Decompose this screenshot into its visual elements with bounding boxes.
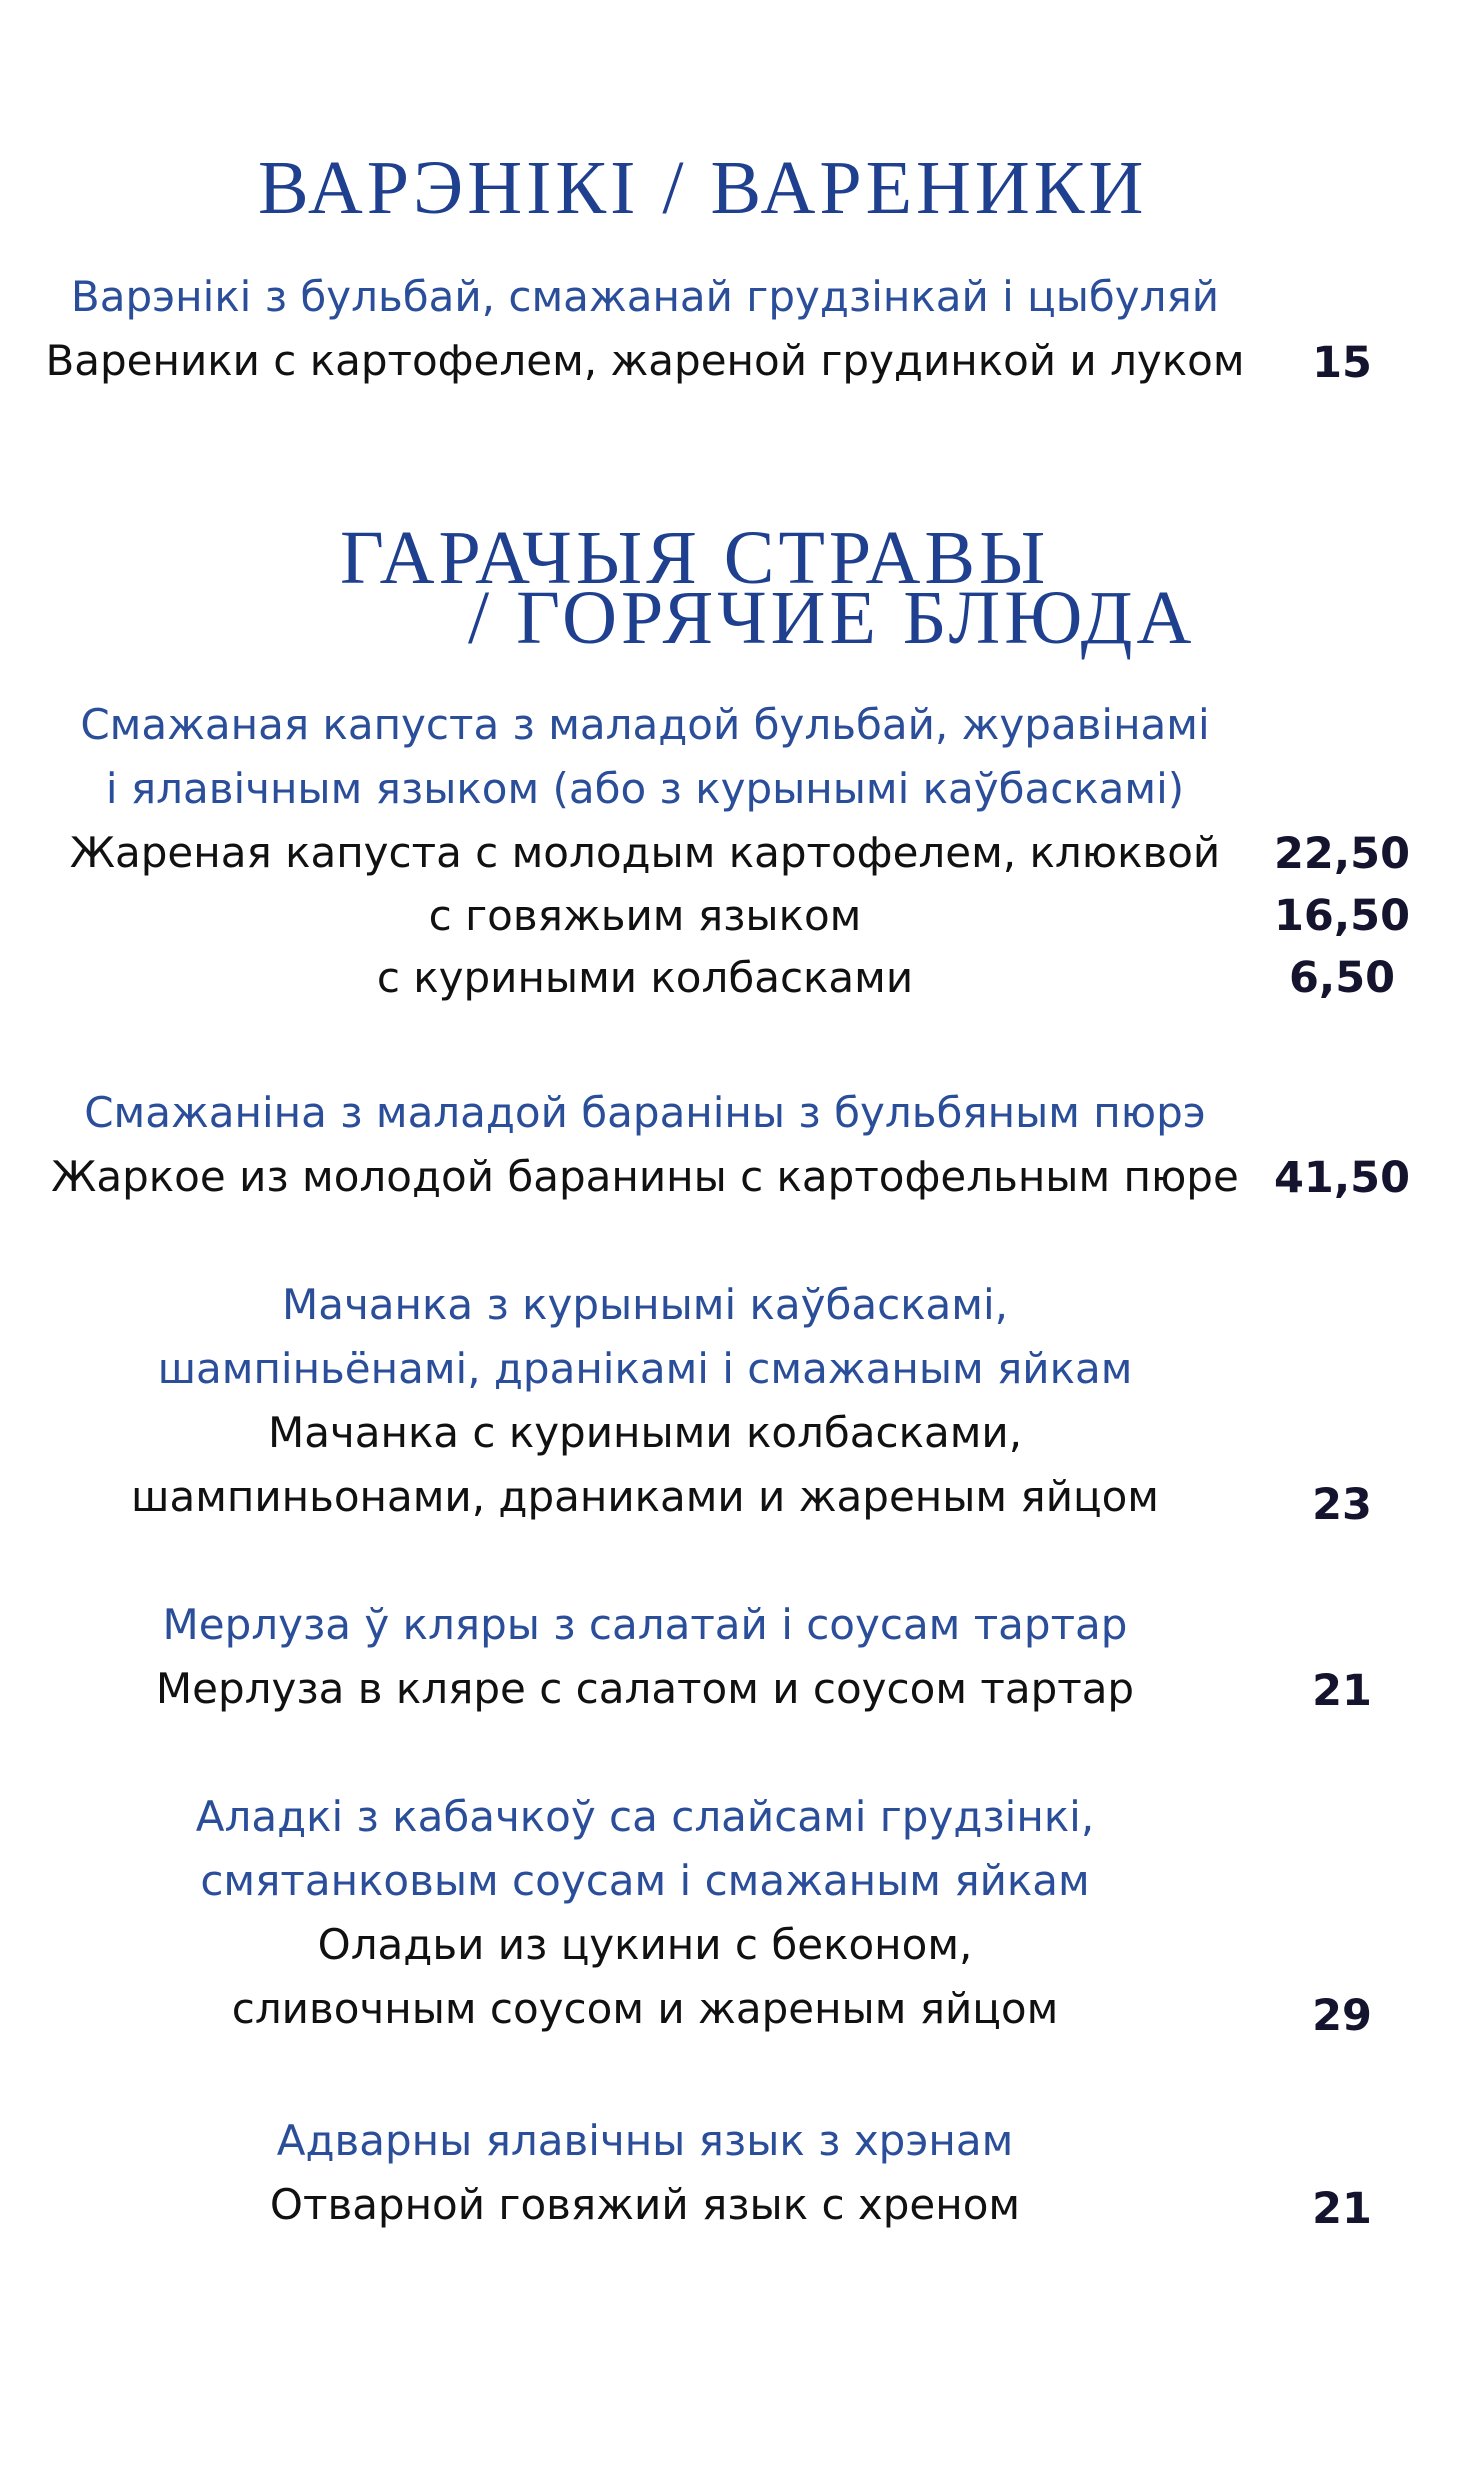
menu-item-ru-option: с говяжьим языком bbox=[428, 891, 862, 940]
menu-item-price: 21 bbox=[1312, 1666, 1372, 1716]
menu-item-price: 21 bbox=[1312, 2184, 1372, 2234]
menu-item-price: 22,50 bbox=[1273, 829, 1410, 879]
section-title-hot-dishes-line1: ГАРАЧЫЯ СТРАВЫ bbox=[340, 516, 1050, 600]
menu-item-by-name: Мачанка з курынымі каўбаскамі, bbox=[282, 1280, 1008, 1329]
menu-item-ru-name: Жаркое из молодой баранины с картофельным пюре bbox=[51, 1152, 1239, 1201]
section-title-vareniki: ВАРЭНІКІ / ВАРЕНИКИ bbox=[258, 146, 1148, 230]
menu-item-by-name: шампіньёнамі, дранікамі і смажаным яйкам bbox=[157, 1344, 1133, 1393]
menu-item-by-name: смятанковым соусам і смажаным яйкам bbox=[200, 1856, 1090, 1905]
menu-item-by-name: Адварны ялавічны язык з хрэнам bbox=[276, 2116, 1014, 2165]
menu-item-ru-name: Мерлуза в кляре с салатом и соусом тартар bbox=[155, 1664, 1135, 1713]
menu-item-price: 15 bbox=[1312, 338, 1372, 388]
menu-item-price: 23 bbox=[1312, 1480, 1372, 1530]
menu-item-by-name: Мерлуза ў кляры з салатай і соусам тартар bbox=[162, 1600, 1128, 1649]
menu-item-ru-name: сливочным соусом и жареным яйцом bbox=[231, 1984, 1059, 2033]
menu-item-by-name: Смажаная капуста з маладой бульбай, журавінамі bbox=[80, 700, 1210, 749]
menu-item-price: 29 bbox=[1312, 1991, 1372, 2041]
menu-item-by-name: Аладкі з кабачкоў са слайсамі грудзінкі, bbox=[195, 1792, 1095, 1841]
menu-item-ru-name: Оладьи из цукини с беконом, bbox=[317, 1920, 973, 1969]
menu-item-ru-name: Отварной говяжий язык с хреном bbox=[269, 2180, 1021, 2229]
menu-item-ru-name: шампиньонами, драниками и жареным яйцом bbox=[131, 1472, 1159, 1521]
menu-item-by-name: Варэнікі з бульбай, смажанай грудзінкай і цыбуляй bbox=[70, 272, 1220, 321]
menu-item-price: 41,50 bbox=[1273, 1153, 1410, 1203]
menu-item-ru-name: Мачанка с куриными колбасками, bbox=[267, 1408, 1023, 1457]
menu-item-by-name: і ялавічным языком (або з курынымі каўбаскамі) bbox=[105, 764, 1185, 813]
menu-item-ru-name: Вареники с картофелем, жареной грудинкой и луком bbox=[45, 336, 1245, 385]
menu-item-ru-name: Жареная капуста с молодым картофелем, клюквой bbox=[69, 828, 1221, 877]
section-title-hot-dishes-line2: / ГОРЯЧИЕ БЛЮДА bbox=[468, 576, 1196, 660]
menu-item-ru-option: с куриными колбасками bbox=[376, 953, 914, 1002]
menu-item-price: 16,50 bbox=[1273, 891, 1410, 941]
menu-item-by-name: Смажаніна з маладой бараніны з бульбяным пюрэ bbox=[84, 1088, 1206, 1137]
menu-item-price: 6,50 bbox=[1288, 953, 1396, 1003]
